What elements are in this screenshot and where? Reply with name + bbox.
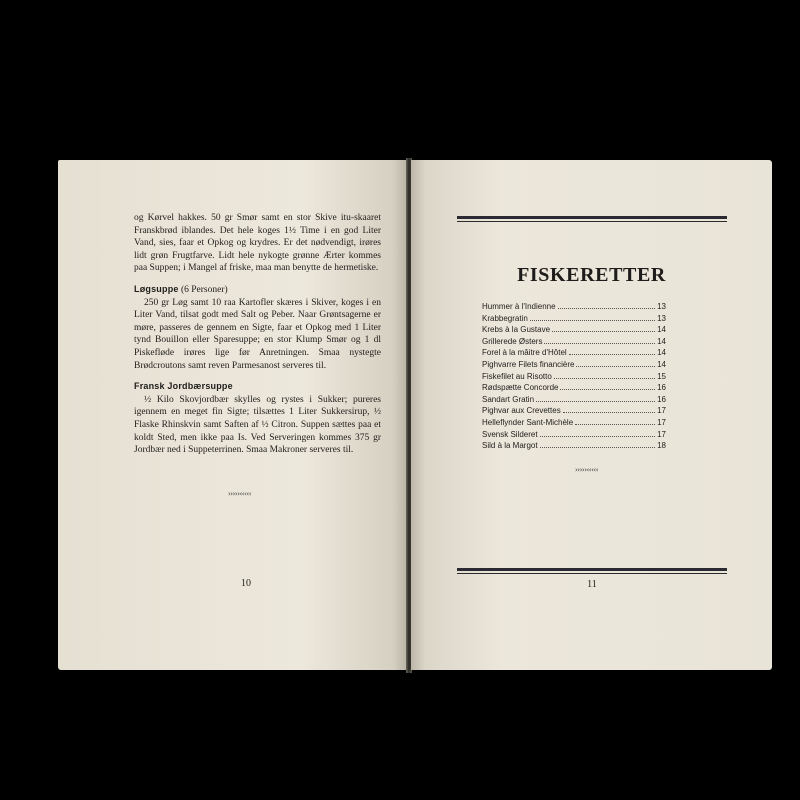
toc-page: 14 <box>657 325 666 335</box>
left-page <box>58 160 407 670</box>
toc-page: 17 <box>657 429 666 439</box>
toc-row <box>482 417 666 429</box>
toc-page: 15 <box>657 371 666 381</box>
ornament-divider: ›››››‹‹‹‹‹ <box>575 466 598 474</box>
page-number: 10 <box>241 578 251 589</box>
right-page <box>411 160 772 670</box>
top-rule <box>457 216 727 222</box>
paragraph-continued: og Kørvel hakkes. 50 gr Smør samt en stor Skive itu-skaaret Franskbrød iblandes. Det hele koges 1½ Time i en god Liter Vand, sies, faar et Opkog og krydres. Er det nødvendigt, irøres lidt grøn Frugtfarve. Lidt hele nykogte grønne Ærter kommes paa Suppen; i Mangel af friske, maa man benytte de hermetiske. <box>134 213 381 274</box>
recipe-heading-jordbaersuppe <box>134 380 381 394</box>
toc-page: 18 <box>657 441 666 451</box>
toc-page: 14 <box>657 348 666 358</box>
toc-entry: Sandart Gratin <box>482 394 535 404</box>
toc-row <box>482 313 666 325</box>
toc-row <box>482 440 666 452</box>
toc-entry: Fiskefilet au Risotto <box>482 371 552 381</box>
toc-entry: Rødspætte Concorde <box>482 383 559 393</box>
toc-entry: Krebs à la Gustave <box>482 325 551 335</box>
bottom-rule <box>457 568 727 574</box>
left-page-text <box>134 212 381 457</box>
recipe-title: Løgsuppe <box>134 283 179 294</box>
toc-row <box>482 382 666 394</box>
toc-row <box>482 301 666 313</box>
toc-page: 17 <box>657 406 666 416</box>
recipe-title: Fransk Jordbærsuppe <box>134 381 233 392</box>
toc-page: 16 <box>657 394 666 404</box>
recipe-note: (6 Personer) <box>178 284 228 295</box>
toc-row <box>482 324 666 336</box>
open-book <box>58 160 772 670</box>
recipe-text-logsuppe: 250 gr Løg samt 10 raa Kartofler skæres i Skiver, koges i en Liter Vand, tilsat godt med Salt og Peber. Naar Grøntsagerne er møre, passeres de gennem en Sigte, faar et Opkog med 1 Liter tynd Bouillon eller Sparesuppe; en stor Klump Smør og 1 dl Piskefløde irøres lige før Anretningen. Smaa nystegte Brødcroutons samt reven Parmesanost serveres til. <box>134 297 381 371</box>
toc-page: 14 <box>657 336 666 346</box>
page-number: 11 <box>587 579 597 590</box>
toc-entry: Krabbegratin <box>482 313 528 323</box>
toc-row <box>482 405 666 417</box>
toc-row <box>482 347 666 359</box>
chapter-title: FISKERETTER <box>517 264 666 286</box>
table-of-contents <box>482 301 666 452</box>
toc-entry: Pighvarre Filets financière <box>482 359 575 369</box>
toc-entry: Pighvar aux Crevettes <box>482 406 561 416</box>
toc-entry: Svensk Silderet <box>482 429 538 439</box>
toc-row <box>482 359 666 371</box>
toc-entry: Hummer à l'Indienne <box>482 302 556 311</box>
toc-entry: Sild à la Margot <box>482 441 538 451</box>
toc-row <box>482 371 666 383</box>
ornament-divider: ›››››‹‹‹‹‹ <box>228 490 251 498</box>
toc-page: 17 <box>657 417 666 427</box>
toc-row <box>482 429 666 441</box>
toc-entry: Helleflynder Sant-Michèle <box>482 417 574 427</box>
toc-entry: Forel à la mâitre d'Hôtel <box>482 348 567 358</box>
toc-page: 14 <box>657 359 666 369</box>
toc-page: 13 <box>657 302 666 311</box>
toc-entry: Grillerede Østers <box>482 336 543 346</box>
recipe-heading-logsuppe <box>134 283 381 297</box>
toc-row <box>482 394 666 406</box>
toc-row <box>482 336 666 348</box>
toc-page: 13 <box>657 313 666 323</box>
toc-page: 16 <box>657 383 666 393</box>
recipe-text-jordbaersuppe: ½ Kilo Skovjordbær skylles og rystes i Sukker; pureres igennem en meget fin Sigte; tilsættes 1 Liter Sukkersirup, ½ Flaske Rhinskvin samt Saften af ½ Citron. Suppen sættes paa et koldt Sted, men ikke paa Is. Ved Serveringen kommes 375 gr Jordbær ned i Suppeterrinen. Smaa Makroner serveres til. <box>134 394 381 456</box>
